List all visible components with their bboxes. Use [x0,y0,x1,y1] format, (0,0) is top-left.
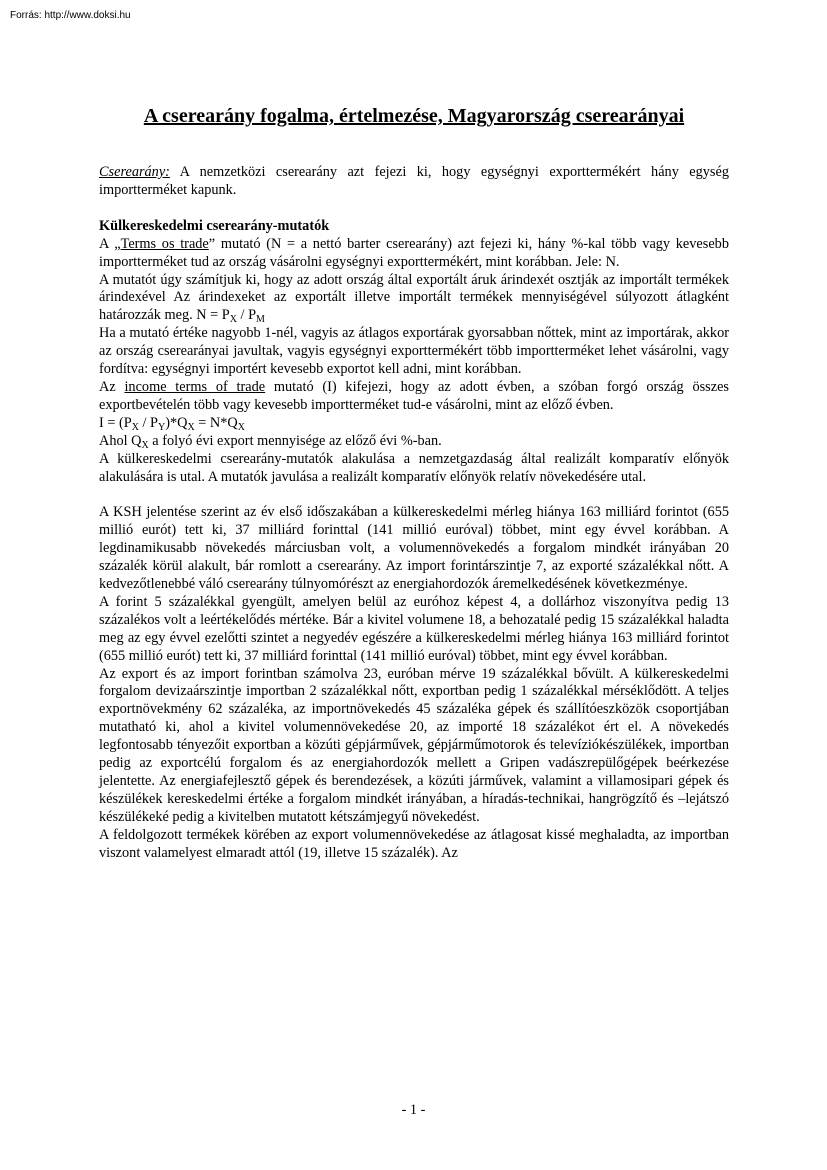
term-terms-of-trade: Terms os trade [120,235,209,252]
paragraph-ksh-report: A KSH jelentése szerint az év első időszakában a külkereskedelmi mérleg hiánya 163 milliárd forintot (655 millió eurót) tett ki, 37 milliárd forinttal (141 millió euróval) többet, mint egy évvel korábban. A legdinamikusabb növekedés márciusban volt, a volumennövekedés a forgalom mindkét irányában 20 százalék körül alakult, bár romlott a cserearány. Az import forintárszintje 7, az exporté százalékkal nőtt. A kedvezőtlenebbé váló cserearány túlnyomórészt az energiahordozók áremelkedésének következménye. [99,504,729,593]
definition-text: A nemzetközi cserearány azt fejezi ki, hogy egységnyi exporttermékért hány egység importterméket kapunk. [99,164,729,198]
subscript: X [237,421,245,433]
subscript: X [131,421,139,433]
paragraph-calculation [99,272,729,326]
text-run: I = (P [99,414,132,431]
paragraph-processed-goods: A feldolgozott termékek körében az export volumennövekedése az átlagosat kissé meghaladta, az importban viszont valamelyest elmaradt attól (19, illetve 15 százalék). Az [99,826,729,861]
term-income-terms-of-trade: income terms of trade [124,378,266,395]
text-run: = N*Q [194,414,238,431]
definition-paragraph [99,164,729,200]
text-run: mutató (I) kifejezi, hogy az adott évben, a szóban forgó ország összes exportbevételén több vagy kevesebb importterméket tud-e vásárolni, mint az előző évben. [99,378,729,413]
paragraph-comparative-advantage: A külkereskedelmi cserearány-mutatók alakulása a nemzetgazdaság által realizált komparatív előnyök alakulására is utal. A mutatók javulása a realizált komparatív előnyök relatív növekedésére utal. [99,450,729,485]
text-run: / P [138,414,158,431]
text-run: A „ [99,235,121,252]
text-run: Ahol Q [99,432,142,449]
paragraph-income-terms [99,379,729,415]
document-page [99,104,729,863]
definition-term: Cserearány: [99,164,170,180]
paragraph-terms-of-trade [99,236,729,272]
subscript: M [256,314,265,326]
text-run: Az [99,378,125,395]
text-run: a folyó évi export mennyisége az előző évi %-ban. [148,432,442,449]
subscript: X [187,421,195,433]
paragraph-forint: A forint 5 százalékkal gyengült, amelyen belül az euróhoz képest 4, a dollárhoz viszonyítva pedig 13 százalékos volt a leértékelődés mértéke. Bár a kivitel volumene 18, a behozatalé pedig 15 százalékkal haladta meg az egy évvel ezelőtti szintet a negyedév egészére a külkereskedelmi mérleg hiánya 163 milliárd forintot (655 millió eurót) tett ki, 37 milliárd forinttal (141 millió euróval) többet, mint egy évvel korábban. [99,593,729,664]
paragraph-interpretation: Ha a mutató értéke nagyobb 1-nél, vagyis az átlagos exportárak gyorsabban nőttek, mint az importárak, akkor az ország cserearányai javultak, vagyis egységnyi exporttermékért több importterméket lehet vásárolni, vagy fordítva: egységnyi importért kevesebb exportot kell adni, mint korábban. [99,325,729,378]
subscript: X [141,439,149,451]
text-run: )*Q [165,414,188,431]
text-run: ” mutató (N = a nettó barter cserearány) azt fejezi ki, hány %-kal több vagy kevesebb importterméket tud az ország vásárolni egységnyi exporttermékért, mint korábban. Jele: N. [99,235,729,270]
formula-line [99,415,729,433]
source-label: Forrás: http://www.doksi.hu [10,10,131,21]
section-heading: Külkereskedelmi cserearány-mutatók [99,217,330,234]
paragraph-export-import: Az export és az import forintban számolva 23, euróban mérve 19 százalékkal bővült. A külkereskedelmi forgalom devizaárszintje importban 2 százalékkal nőtt, exportban pedig 1 százalékkal mérséklődött. A teljes exportnövekmény 62 százaléka, az importnövekedés 45 százaléka gépek és szállítóeszközök csoportjában mutatható ki, ahol a kivitel volumennövekedése 20, az importé 18 százalékot ért el. A növekedés legfontosabb tényezőit exportban a közúti gépjárművek, gépjárműmotorok és televíziókészülékek, importban pedig az exportcélú forgalom és az energiahordozók mellett a Gripen vadászrepülőgépek beérkezése jelentette. Az energiafejlesztő gépek és berendezések, a közúti járművek, valamint a villamosipari gépek és készülékek kereskedelmi értéke a forgalom mindkét irányában, a híradás-technikai, hangrögzítő és –lejátszó készülékeké pedig a kivitelben mutatott kétszámjegyű növekedést. [99,665,729,825]
text-run: / P [236,307,257,324]
subscript: X [229,314,237,326]
document-title: A cserearány fogalma, értelmezése, Magyarország cserearányai [143,105,685,127]
page-number: - 1 - [401,1102,426,1118]
text-run: A mutatót úgy számítjuk ki, hogy az adott ország által exportált áruk árindexét osztják az importált termékek árindexével Az árindexeket az exportált illetve importált termékek mennyiségével súlyozott átlagként határozzák meg. N = P [99,271,729,324]
subscript: Y [158,421,166,433]
paragraph-qx-definition [99,433,729,451]
